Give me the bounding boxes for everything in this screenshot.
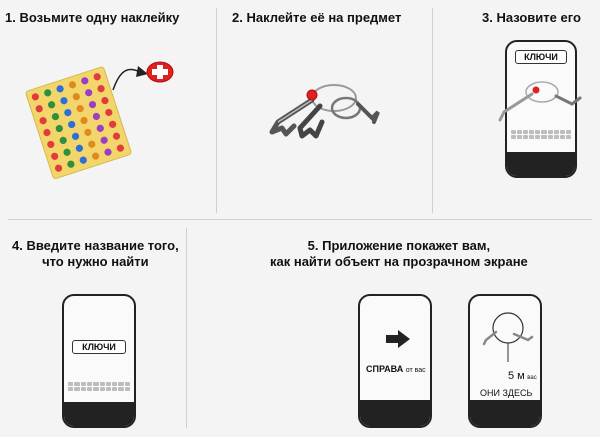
distance-sub: вас	[527, 375, 537, 381]
target-circle-illustration	[474, 304, 540, 364]
distance-readout	[508, 370, 537, 382]
step-3-name-label: КЛЮЧИ	[515, 50, 567, 64]
step-4-keyboard	[68, 382, 130, 391]
keys-illustration	[216, 0, 432, 215]
step-5-locate-phone	[468, 294, 542, 428]
step-4-phone	[62, 294, 136, 428]
step-5-direction-phone	[358, 294, 432, 428]
divider-horizontal	[8, 219, 592, 220]
step-4-title-line2: что нужно найти	[42, 254, 149, 269]
step-5-direction-phone-base	[360, 400, 430, 426]
step-3-title: 3. Назовите его	[482, 10, 581, 25]
here-label: ОНИ ЗДЕСЬ	[480, 388, 533, 398]
step-4-search-field: КЛЮЧИ	[72, 340, 126, 354]
direction-sub: от вас	[405, 367, 426, 374]
step-2-title: 2. Наклейте её на предмет	[232, 10, 402, 25]
step-5-locate-phone-base	[470, 400, 540, 426]
divider-vertical-3	[186, 228, 187, 428]
distance-value: 5 м	[508, 370, 525, 382]
step-4-phone-base	[64, 402, 134, 426]
direction-text	[366, 364, 426, 374]
step-5-title-line1: 5. Приложение покажет вам,	[307, 238, 491, 253]
arrow-right-icon	[386, 330, 410, 348]
step-1-title: 1. Возьмите одну наклейку	[5, 10, 180, 25]
step-3-keys-illustration	[432, 0, 600, 215]
step-4-title-line1: 4. Введите название того,	[12, 238, 179, 253]
step-4-title	[12, 238, 179, 270]
step-5-title-line2: как найти объект на прозрачном экране	[270, 254, 528, 269]
direction-main: СПРАВА	[366, 364, 404, 374]
sticker-sheet-illustration	[0, 0, 216, 215]
step-5-title	[270, 238, 528, 270]
